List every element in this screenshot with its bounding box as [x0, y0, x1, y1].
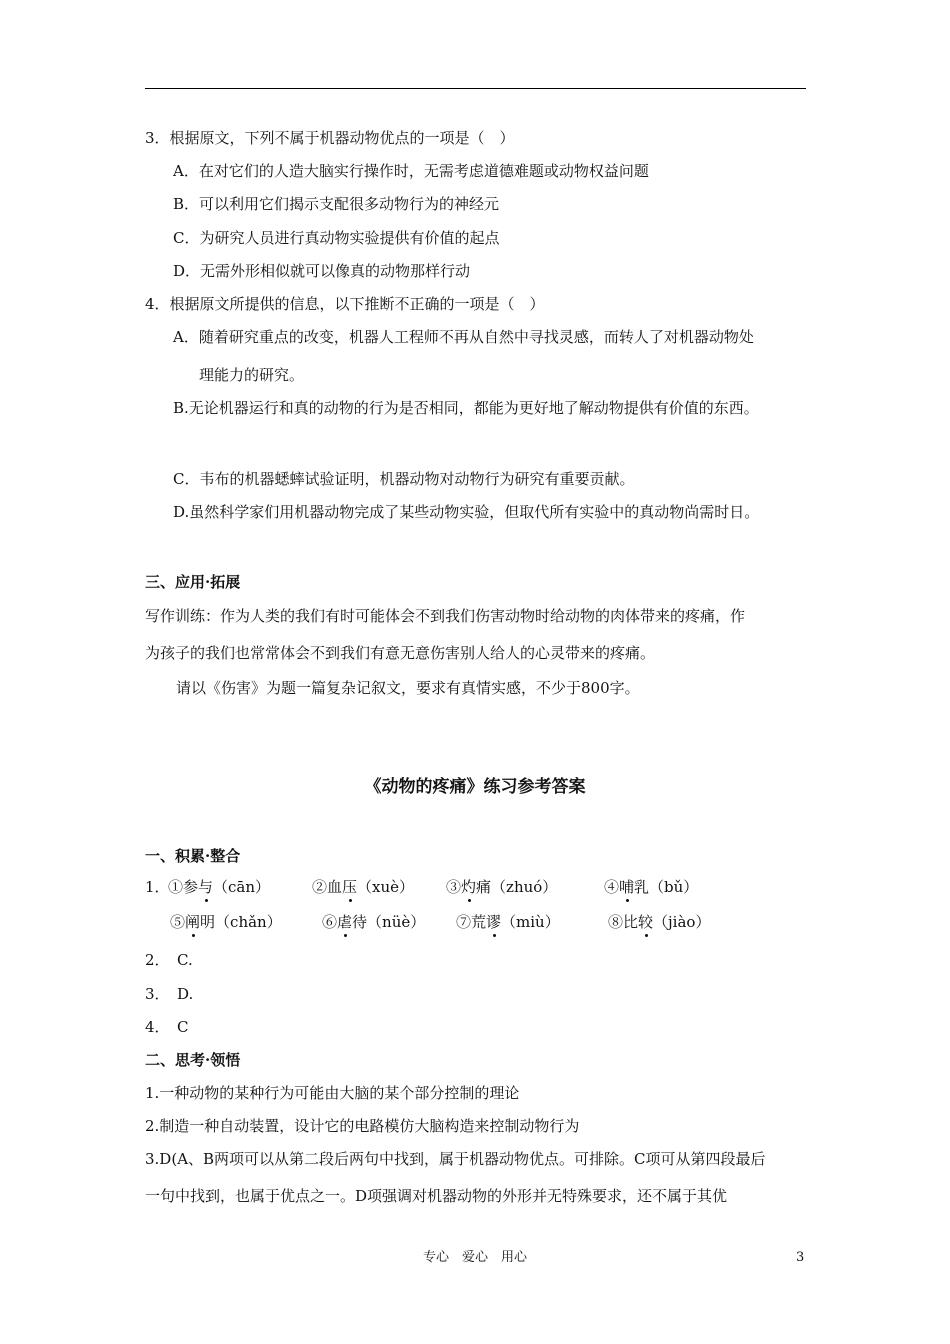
question-3-stem: 3．根据原文，下列不属于机器动物优点的一项是（ ）: [145, 129, 515, 147]
pinyin-entry: ⑤阐明（chǎn）: [170, 913, 282, 931]
pinyin-entry: ⑧比较（jiào）: [608, 913, 711, 931]
question-3-option-c: C．为研究人员进行真动物实验提供有价值的起点: [173, 229, 500, 247]
answers-section-1-heading: 一、积累·整合: [145, 847, 241, 865]
question-4-option-a-line1: A．随着研究重点的改变，机器人工程师不再从自然中寻找灵感，而转人了对机器动物处: [173, 328, 754, 346]
pinyin-entry: ④哺乳（bǔ）: [604, 878, 699, 896]
pinyin-entry: ⑥虐待（nüè）: [322, 913, 426, 931]
answers-section-2-item-2: 2.制造一种自动装置，设计它的电路模仿大脑构造来控制动物行为: [145, 1117, 580, 1135]
pinyin-entry: ①参与（cān）: [168, 878, 271, 896]
section-3-paragraph-1-line2: 为孩子的我们也常常体会不到我们有意无意伤害别人给人的心灵带来的疼痛。: [145, 644, 656, 662]
section-3-heading: 三、应用·拓展: [145, 573, 241, 591]
question-4-option-a-line2: 理能力的研究。: [199, 366, 305, 384]
answers-section-2-heading: 二、思考·领悟: [145, 1051, 241, 1069]
answers-item-2: 2． C.: [145, 951, 193, 969]
question-4-option-d: D.虽然科学家们用机器动物完成了某些动物实验，但取代所有实验中的真动物尚需时日。: [173, 503, 760, 521]
section-3-paragraph-1-line1: 写作训练：作为人类的我们有时可能体会不到我们伤害动物时给动物的肉体带来的疼痛，作: [145, 607, 746, 625]
answers-section-2-item-1: 1.一种动物的某种行为可能由大脑的某个部分控制的理论: [145, 1084, 520, 1102]
section-3-paragraph-2: 请以《伤害》为题一篇复杂记叙文，要求有真情实感，不少于800字。: [176, 679, 640, 697]
question-4-option-b: B.无论机器运行和真的动物的行为是否相同，都能为更好地了解动物提供有价值的东西。: [173, 399, 759, 417]
header-rule: [145, 88, 806, 89]
footer-motto: 专心 爱心 用心: [422, 1250, 527, 1265]
answers-item-3: 3． D.: [145, 985, 194, 1003]
question-3-option-b: B．可以利用它们揭示支配很多动物行为的神经元: [173, 195, 500, 213]
answers-section-2-item-3-line1: 3.D(A、B两项可以从第二段后两句中找到，属于机器动物优点。可排除。C项可从第四段最后: [145, 1150, 766, 1168]
page-number: 3: [796, 1250, 805, 1265]
pinyin-entry: ②血压（xuè）: [312, 878, 415, 896]
question-3-option-a: A．在对它们的人造大脑实行操作时，无需考虑道德难题或动物权益问题: [173, 162, 649, 180]
answers-section-2-item-3-line2: 一句中找到，也属于优点之一。D项强调对机器动物的外形并无特殊要求，还不属于其优: [145, 1187, 728, 1205]
question-4-stem: 4．根据原文所提供的信息，以下推断不正确的一项是（ ）: [145, 295, 545, 313]
answers-item-4: 4． C: [145, 1018, 189, 1036]
pinyin-entry: ③灼痛（zhuó）: [446, 878, 558, 896]
question-4-option-c: C．韦布的机器蟋蟀试验证明，机器动物对动物行为研究有重要贡献。: [173, 470, 635, 488]
answers-item-1-number: 1．: [145, 878, 170, 896]
pinyin-entry: ⑦荒谬（miù）: [456, 913, 560, 931]
question-3-option-d: D．无需外形相似就可以像真的动物那样行动: [173, 262, 471, 280]
answers-title: 《动物的疼痛》练习参考答案: [364, 777, 586, 797]
